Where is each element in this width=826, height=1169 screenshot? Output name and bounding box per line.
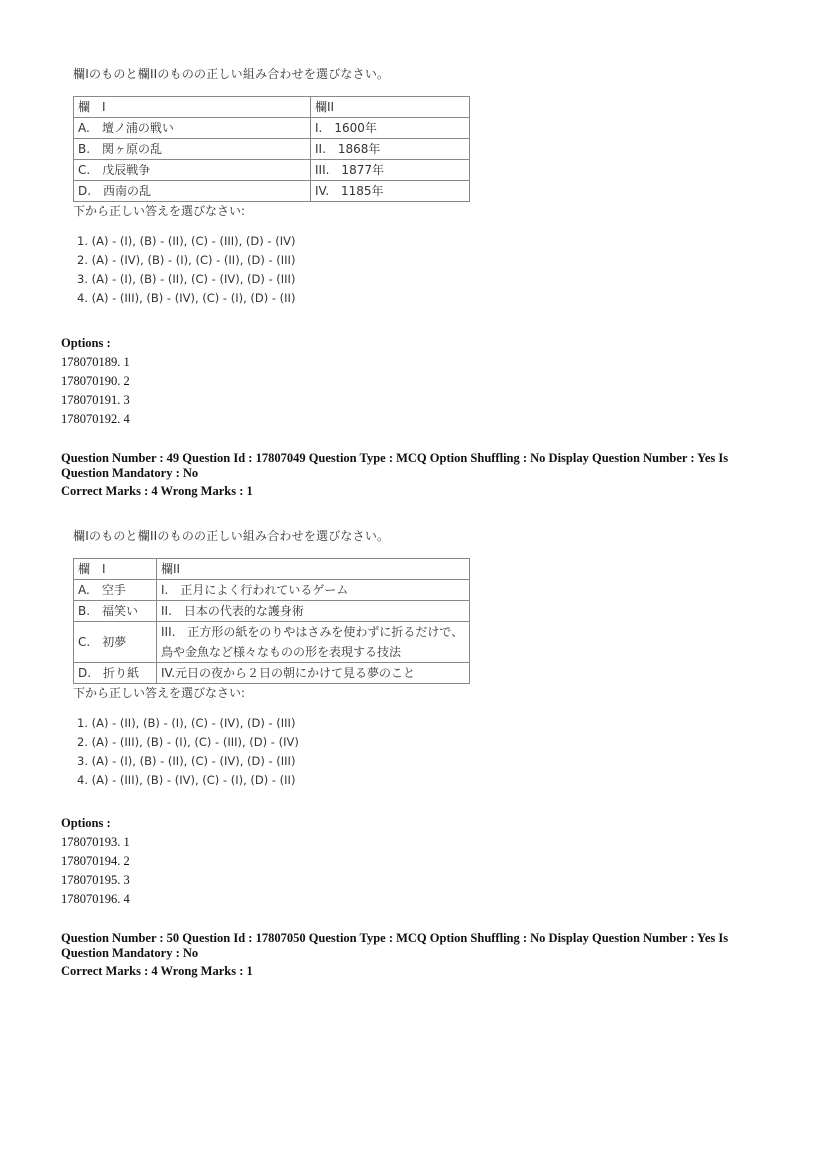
col-2-header: 欄II (311, 97, 470, 118)
q49-header (61, 451, 741, 499)
table-cell: II. 1868年 (311, 139, 470, 160)
list-item: 2. (A) - (IV), (B) - (I), (C) - (II), (D) - (III) (77, 253, 296, 267)
table-row (74, 139, 470, 160)
q49-meta: Question Number : 49 Question Id : 17807049 Question Type : MCQ Option Shuffling : No Display Question Number : Yes Is Question Mandatory : No (61, 451, 729, 480)
table-cell: C. 戊辰戦争 (74, 160, 311, 181)
table-row (74, 160, 470, 181)
option-item: 178070190. 2 (61, 374, 130, 388)
list-item: 1. (A) - (II), (B) - (I), (C) - (IV), (D) - (III) (77, 716, 296, 730)
q49-prompt: 欄Iのものと欄IIのものの正しい組み合わせを選びなさい。 (73, 529, 390, 543)
table-cell: C. 初夢 (74, 622, 157, 663)
q48-match-table (73, 96, 470, 202)
table-row (74, 622, 470, 663)
q49-body (73, 526, 470, 790)
table-cell: III. 正方形の紙をのりやはさみを使わずに折るだけで、鳥や金魚など様々なものの形を表現する技法 (157, 622, 470, 663)
table-row (74, 580, 470, 601)
list-item: 3. (A) - (I), (B) - (II), (C) - (IV), (D) - (III) (77, 272, 296, 286)
table-cell: IV. 1185年 (311, 181, 470, 202)
table-cell: I. 1600年 (311, 118, 470, 139)
option-item: 178070195. 3 (61, 873, 130, 887)
q48-subprompt: 下から正しい答えを選びなさい: (73, 204, 246, 218)
table-cell: II. 日本の代表的な護身術 (157, 601, 470, 622)
list-item: 4. (A) - (III), (B) - (IV), (C) - (I), (D) - (II) (77, 291, 296, 305)
q48-prompt: 欄Iのものと欄IIのものの正しい組み合わせを選びなさい。 (73, 67, 390, 81)
option-item: 178070193. 1 (61, 835, 130, 849)
table-row (74, 663, 470, 684)
table-cell: A. 空手 (74, 580, 157, 601)
q50-header (61, 931, 741, 979)
table-row (74, 601, 470, 622)
col-2-header: 欄II (157, 559, 470, 580)
col-1-header: 欄 I (74, 97, 311, 118)
q50-marks: Correct Marks : 4 Wrong Marks : 1 (61, 964, 253, 978)
options-label: Options : (61, 336, 111, 350)
q49-match-table (73, 558, 470, 684)
option-item: 178070189. 1 (61, 355, 130, 369)
table-cell: III. 1877年 (311, 160, 470, 181)
list-item: 1. (A) - (I), (B) - (II), (C) - (III), (D) - (IV) (77, 234, 296, 248)
table-cell: IV.元日の夜から２日の朝にかけて見る夢のこと (157, 663, 470, 684)
list-item: 2. (A) - (III), (B) - (I), (C) - (III), (D) - (IV) (77, 735, 299, 749)
table-cell: A. 壇ノ浦の戦い (74, 118, 311, 139)
table-cell: D. 折り紙 (74, 663, 157, 684)
q49-subprompt: 下から正しい答えを選びなさい: (73, 686, 246, 700)
q48-choice-list (73, 232, 470, 308)
options-label: Options : (61, 816, 111, 830)
q48-body (73, 64, 470, 308)
table-row (74, 118, 470, 139)
option-item: 178070191. 3 (61, 393, 130, 407)
table-header-row (74, 97, 470, 118)
list-item: 4. (A) - (III), (B) - (IV), (C) - (I), (D) - (II) (77, 773, 296, 787)
table-cell: B. 関ヶ原の乱 (74, 139, 311, 160)
option-item: 178070194. 2 (61, 854, 130, 868)
col-1-header: 欄 I (74, 559, 157, 580)
q49-options (61, 814, 130, 909)
option-item: 178070192. 4 (61, 412, 130, 426)
q49-choice-list (73, 714, 470, 790)
table-cell: I. 正月によく行われているゲーム (157, 580, 470, 601)
table-cell: D. 西南の乱 (74, 181, 311, 202)
table-row (74, 181, 470, 202)
option-item: 178070196. 4 (61, 892, 130, 906)
table-header-row (74, 559, 470, 580)
q48-options (61, 334, 130, 429)
table-cell: B. 福笑い (74, 601, 157, 622)
q50-meta: Question Number : 50 Question Id : 17807050 Question Type : MCQ Option Shuffling : No Display Question Number : Yes Is Question Mandatory : No (61, 931, 729, 960)
list-item: 3. (A) - (I), (B) - (II), (C) - (IV), (D) - (III) (77, 754, 296, 768)
q49-marks: Correct Marks : 4 Wrong Marks : 1 (61, 484, 253, 498)
